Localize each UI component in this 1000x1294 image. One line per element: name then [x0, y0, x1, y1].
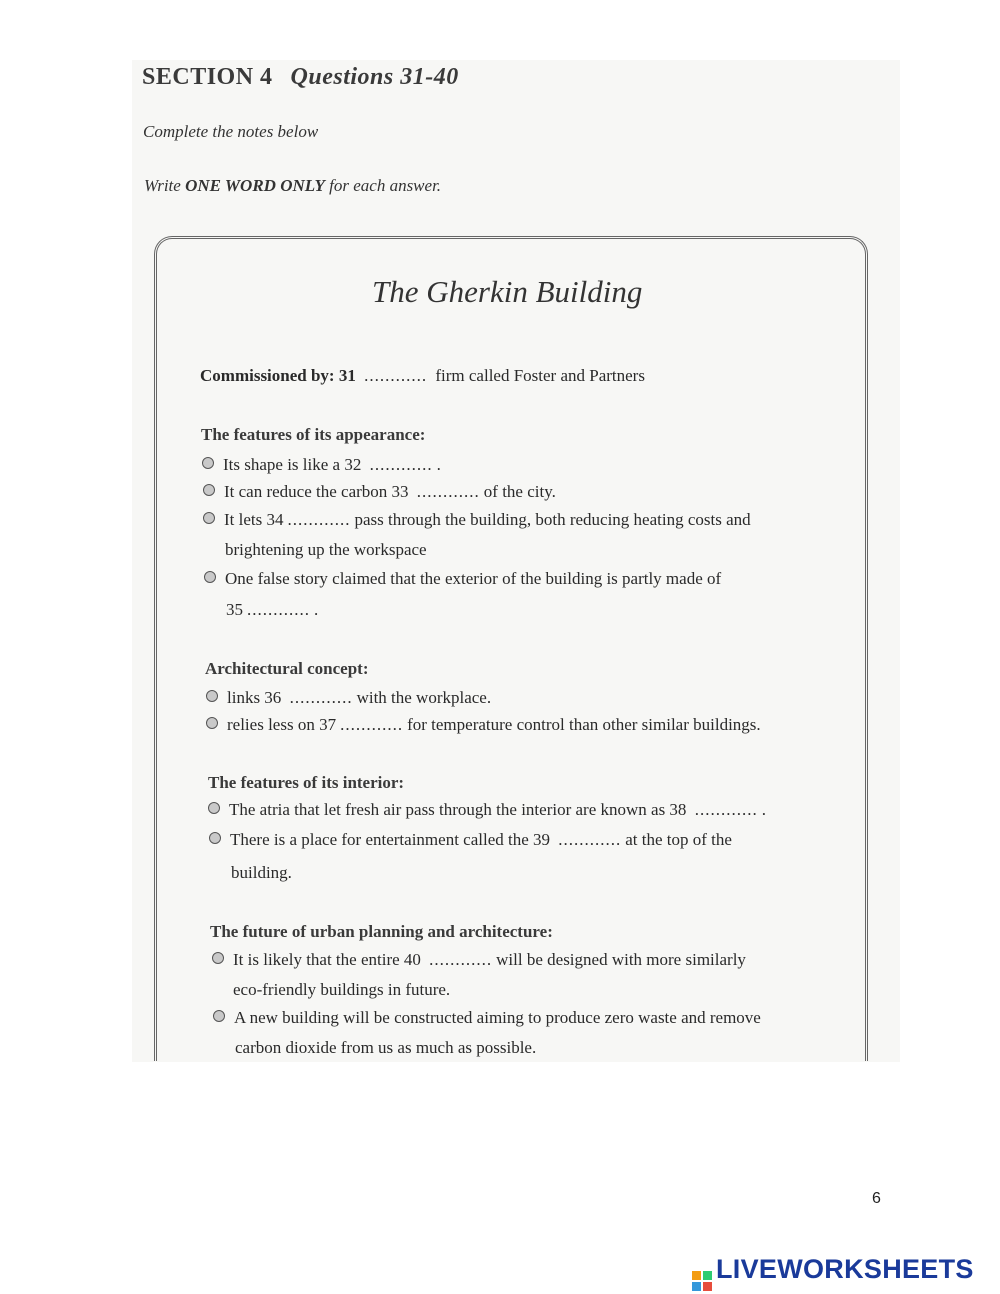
- list-item: [202, 455, 441, 475]
- answer-blank-40[interactable]: ............: [429, 950, 493, 969]
- section-questions: Questions 31-40: [290, 64, 459, 90]
- logo-grid-icon: [692, 1271, 712, 1291]
- answer-blank-35[interactable]: ............: [247, 600, 310, 619]
- document-title: The Gherkin Building: [372, 274, 643, 309]
- answer-blank-38[interactable]: ............: [694, 800, 758, 819]
- item-text: .: [761, 800, 766, 819]
- item-text: of the city.: [483, 482, 556, 501]
- item-continuation: carbon dioxide from us as much as possible.: [235, 1038, 537, 1057]
- bullet-icon: [206, 717, 218, 729]
- item-continuation: eco-friendly buildings in future.: [233, 980, 451, 999]
- list-item: [203, 482, 556, 502]
- item-text: It can reduce the carbon 33: [224, 482, 409, 501]
- list-item: [213, 1008, 761, 1028]
- item-text: .: [436, 455, 441, 474]
- commissioned-label: Commissioned by: 31: [200, 366, 356, 385]
- item-text: for temperature control than other similar buildings.: [407, 715, 761, 734]
- list-item: [209, 830, 732, 850]
- list-item: [208, 800, 766, 820]
- list-item: [206, 688, 491, 708]
- concept-heading: Architectural concept:: [205, 659, 369, 678]
- item-text: It lets 34: [224, 510, 284, 529]
- bullet-icon: [204, 571, 216, 583]
- answer-blank-36[interactable]: ............: [289, 688, 353, 707]
- instruction-word-limit: [144, 176, 441, 196]
- item-text: relies less on 37: [227, 715, 337, 734]
- item-text: with the workplace.: [356, 688, 492, 707]
- bullet-icon: [202, 457, 214, 469]
- item-text: It is likely that the entire 40: [233, 950, 421, 969]
- bullet-icon: [203, 512, 215, 524]
- answer-blank-33[interactable]: ............: [416, 482, 480, 501]
- bullet-icon: [212, 952, 224, 964]
- bullet-icon: [206, 690, 218, 702]
- brand-name: LIVEWORKSHEETS: [716, 1254, 974, 1284]
- item-continuation: brightening up the workspace: [225, 540, 427, 559]
- item-text: at the top of the: [625, 830, 732, 849]
- appearance-heading: The features of its appearance:: [201, 425, 426, 444]
- item-text: links 36: [227, 688, 282, 707]
- page-number: 6: [872, 1190, 881, 1207]
- list-item: [206, 715, 761, 735]
- answer-blank-34[interactable]: ............: [287, 510, 351, 529]
- instruction-prefix: Write: [144, 176, 181, 195]
- item-text: There is a place for entertainment called the 39: [230, 830, 551, 849]
- section-title: SECTION 4: [142, 64, 273, 90]
- list-item: [212, 950, 746, 970]
- instruction-complete: Complete the notes below: [143, 122, 319, 141]
- answer-blank-37[interactable]: ............: [340, 715, 404, 734]
- list-item: [204, 569, 721, 589]
- commissioned-after: firm called Foster and Partners: [435, 366, 645, 385]
- answer-blank-31[interactable]: ............: [364, 366, 428, 385]
- answer-blank-39[interactable]: ............: [558, 830, 622, 849]
- answer-blank-32[interactable]: ............: [369, 455, 433, 474]
- instruction-suffix: for each answer.: [329, 176, 442, 195]
- list-item: [203, 510, 751, 530]
- commissioned-line: [200, 366, 645, 386]
- bullet-icon: [213, 1010, 225, 1022]
- item-text: .: [314, 600, 319, 619]
- instruction-emphasis: ONE WORD ONLY: [185, 176, 325, 195]
- item-text: One false story claimed that the exterior of the building is partly made of: [225, 569, 722, 588]
- bullet-icon: [209, 832, 221, 844]
- item-text: pass through the building, both reducing heating costs and: [354, 510, 751, 529]
- bullet-icon: [203, 484, 215, 496]
- section-heading: [142, 64, 459, 91]
- item-text: will be designed with more similarly: [496, 950, 746, 969]
- item-continuation: building.: [231, 863, 292, 882]
- item-text: 35: [226, 600, 243, 619]
- liveworksheets-logo[interactable]: [692, 1254, 974, 1291]
- item-text: A new building will be constructed aiming to produce zero waste and remove: [234, 1008, 761, 1027]
- bullet-icon: [208, 802, 220, 814]
- interior-heading: The features of its interior:: [208, 773, 405, 792]
- future-heading: The future of urban planning and architecture:: [210, 922, 553, 941]
- item-continuation: [226, 600, 318, 620]
- item-text: The atria that let fresh air pass through the interior are known as 38: [229, 800, 687, 819]
- item-text: Its shape is like a 32: [223, 455, 362, 474]
